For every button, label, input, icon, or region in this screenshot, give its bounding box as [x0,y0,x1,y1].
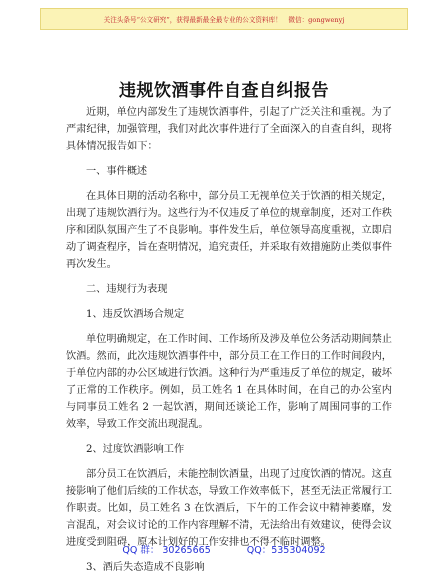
subheading-drinking-occasion: 1、违反饮酒场合规定 [86,309,185,320]
subheading-misconduct: 3、酒后失态造成不良影响 [86,562,205,573]
footer-qq: QQ：535304092 [246,545,326,556]
excessive-drinking-paragraph: 部分员工在饮酒后，未能控制饮酒量，出现了过度饮酒的情况。这直接影响了他们后续的工作状态，导致工作效率低下，甚至无法正常履行工作职责。比如，员工姓名 3 在饮酒后，下午的工作会议中精神萎靡，发言混乱，对会议讨论的工作内容理解不清，无法给出有效建议，使得会议进度受到阻碍，原本计划好的工作安排也不得不临时调整。 [66,469,392,548]
intro-paragraph: 近期，单位内部发生了违规饮酒事件，引起了广泛关注和重视。为了严肃纪律，加强管理，我们对此次事件进行了全面深入的自查自纠，现将具体情况报告如下： [66,107,392,152]
document-body [66,104,392,584]
subheading-excessive-drinking: 2、过度饮酒影响工作 [86,444,185,455]
document-title: 违规饮酒事件自查自纠报告 [119,81,329,101]
drinking-occasion-paragraph: 单位明确规定，在工作时间、工作场所及涉及单位公务活动期间禁止饮酒。然而，此次违规饮酒事件中，部分员工在工作日的工作时间段内，于单位内部的办公区域进行饮酒。这种行为严重违反了单位的规定，破坏了正常的工作秩序。例如，员工姓名 1 在具体时间，在自己的办公室内与同事员工姓名 2 一起饮酒，期间还谈论工作，影响了周围同事的工作效率，导致工作交流出现混乱。 [66,334,392,430]
footer-contact [0,542,448,556]
section-heading-violations: 二、违规行为表现 [86,284,168,295]
overview-paragraph: 在具体日期的活动名称中，部分员工无视单位关于饮酒的相关规定，出现了违规饮酒行为。这些行为不仅违反了单位的规章制度，还对工作秩序和团队氛围产生了不良影响。事件发生后，单位领导高度重视，立即启动了调查程序，旨在查明情况，追究责任，并采取有效措施防止类似事件再次发生。 [66,191,392,270]
footer-qq-group: QQ 群： 30265665 [122,545,211,556]
promo-banner-text: 关注头条号“公文研究”，获得最新最全最专业的公文资料库！ 微信：gongwenyj [103,16,345,24]
section-heading-overview: 一、事件概述 [86,166,148,177]
promo-banner [40,8,408,30]
